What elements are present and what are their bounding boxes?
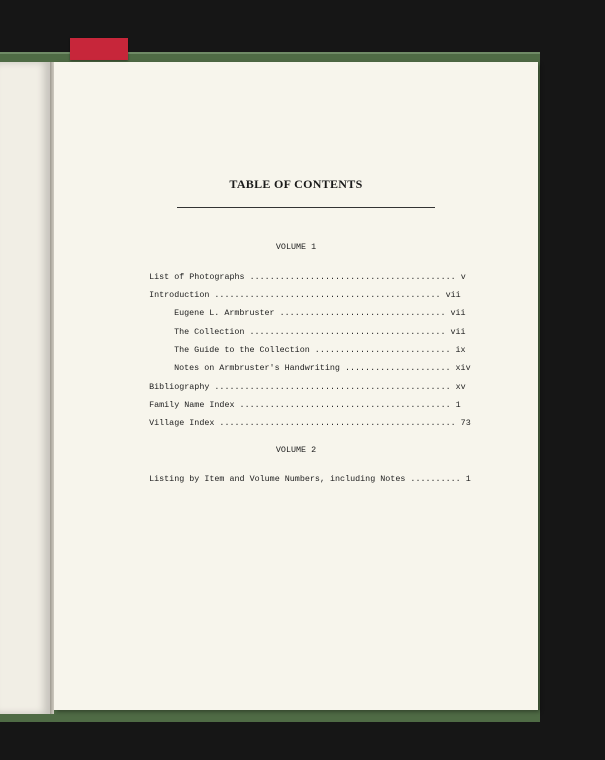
toc-leader: ............................................... xyxy=(209,382,456,392)
toc-page-number: 73 xyxy=(460,418,471,428)
toc-leader: ................................. xyxy=(274,308,451,318)
toc-entry-listing-by-item[interactable] xyxy=(139,464,471,484)
toc-entry-list-of-photographs[interactable] xyxy=(139,262,466,282)
toc-entry-label: Introduction xyxy=(149,290,210,300)
toc-entry-bibliography[interactable] xyxy=(139,372,466,392)
toc-entry-the-collection[interactable] xyxy=(164,317,466,337)
volume-2-heading: VOLUME 2 xyxy=(275,445,317,455)
toc-page-number: vii xyxy=(450,308,466,318)
toc-page-number: vii xyxy=(450,327,466,337)
toc-page-number: xv xyxy=(455,382,466,392)
toc-page-number: ix xyxy=(455,345,466,355)
toc-entry-label: Village Index xyxy=(149,418,215,428)
toc-entry-label: Family Name Index xyxy=(149,400,235,410)
toc-entry-village-index[interactable] xyxy=(139,408,471,428)
left-page-edge xyxy=(0,62,50,714)
toc-leader: ....................................... xyxy=(244,327,451,337)
toc-entry-label: Listing by Item and Volume Numbers, including Notes xyxy=(149,474,406,484)
toc-page-number: xiv xyxy=(455,363,471,373)
toc-page-number: v xyxy=(460,272,466,282)
page-title: TABLE OF CONTENTS xyxy=(229,177,363,191)
title-underline xyxy=(177,207,435,208)
toc-entry-introduction[interactable] xyxy=(139,280,461,300)
bookmark-ribbon xyxy=(70,38,128,60)
toc-entry-label: Notes on Armbruster's Handwriting xyxy=(174,363,340,373)
toc-entry-label: Eugene L. Armbruster xyxy=(174,308,275,318)
toc-leader: ......................................... xyxy=(244,272,461,282)
toc-leader: ..................... xyxy=(339,363,456,373)
toc-entry-guide-to-collection[interactable] xyxy=(164,335,466,355)
toc-page-number: vii xyxy=(445,290,461,300)
toc-page-number: 1 xyxy=(465,474,471,484)
toc-entry-family-name-index[interactable] xyxy=(139,390,461,410)
toc-entry-label: The Collection xyxy=(174,327,245,337)
toc-entry-label: The Guide to the Collection xyxy=(174,345,310,355)
toc-leader: ........................... xyxy=(309,345,456,355)
toc-page-number: 1 xyxy=(455,400,461,410)
toc-entry-handwriting-notes[interactable] xyxy=(164,353,471,373)
toc-leader: .......................................... xyxy=(234,400,456,410)
toc-entry-label: Bibliography xyxy=(149,382,210,392)
toc-leader: ............................................. xyxy=(209,290,446,300)
toc-entry-label: List of Photographs xyxy=(149,272,245,282)
toc-leader: ............................................... xyxy=(214,418,461,428)
toc-leader: .......... xyxy=(405,474,466,484)
volume-1-heading: VOLUME 1 xyxy=(275,242,317,252)
toc-entry-eugene-armbruster[interactable] xyxy=(164,298,466,318)
